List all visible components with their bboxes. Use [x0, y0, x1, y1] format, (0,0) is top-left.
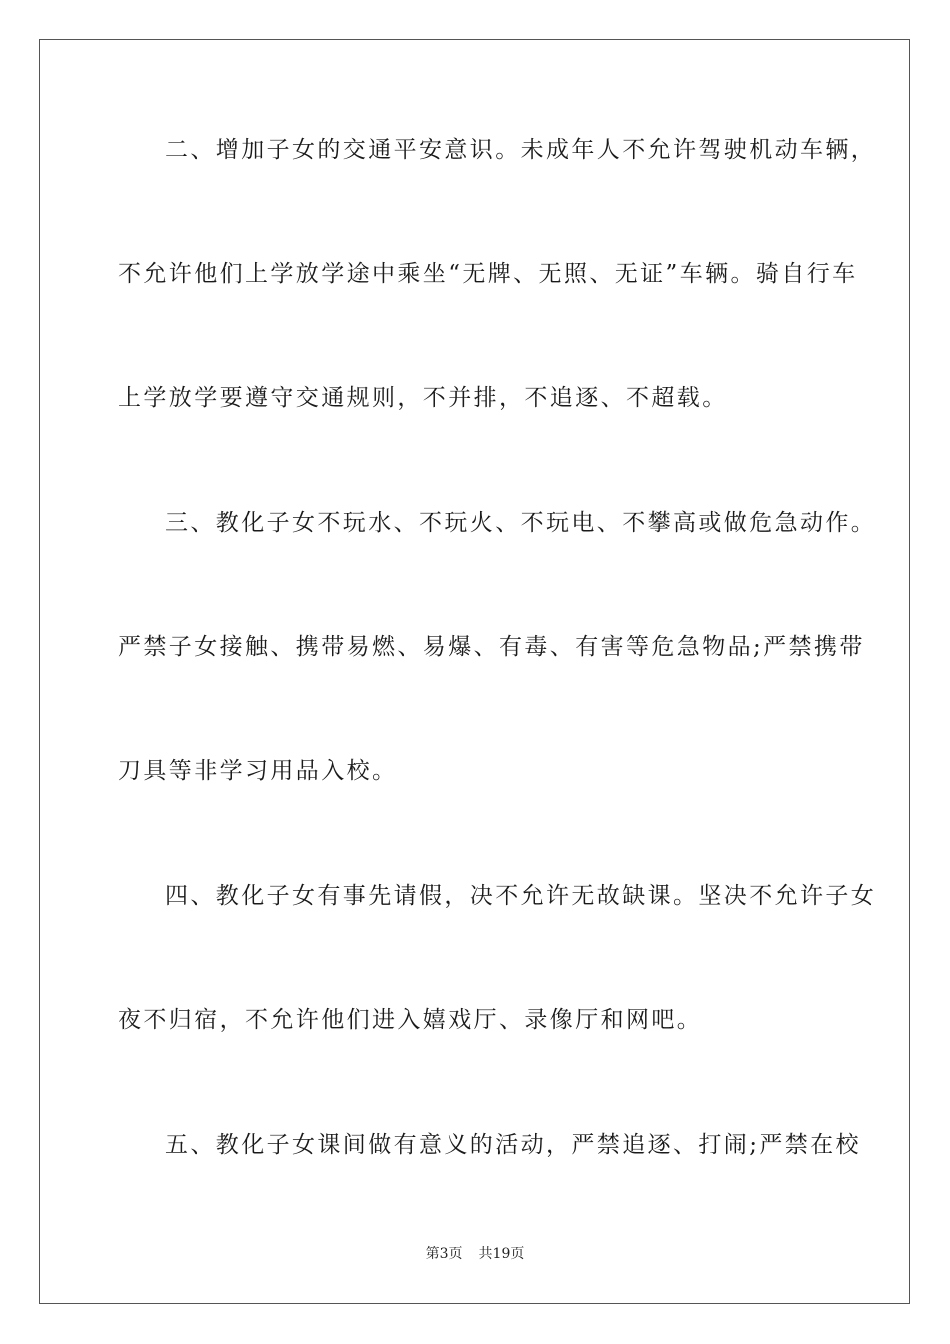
paragraph-5-line-1: 五、教化子女课间做有意义的活动，严禁追逐、打闹;严禁在校 [165, 1132, 861, 1158]
page-total: 共19页 [478, 1246, 525, 1262]
page-footer [0, 1244, 950, 1264]
paragraph-2-line-3: 上学放学要遵守交通规则，不并排，不追逐、不超载。 [118, 385, 728, 411]
paragraph-2-line-1: 二、增加子女的交通平安意识。未成年人不允许驾驶机动车辆， [165, 137, 877, 163]
paragraph-3-line-1: 三、教化子女不玩水、不玩火、不玩电、不攀高或做危急动作。 [165, 510, 877, 536]
page-number: 第3页 [425, 1246, 463, 1262]
page-border [39, 39, 910, 1304]
paragraph-3-line-3: 刀具等非学习用品入校。 [118, 758, 398, 784]
paragraph-4-line-1: 四、教化子女有事先请假，决不允许无故缺课。坚决不允许子女 [165, 883, 877, 909]
paragraph-2-line-2: 不允许他们上学放学途中乘坐“无牌、无照、无证”车辆。骑自行车 [118, 261, 858, 287]
paragraph-3-line-2: 严禁子女接触、携带易燃、易爆、有毒、有害等危急物品;严禁携带 [118, 634, 865, 660]
paragraph-4-line-2: 夜不归宿，不允许他们进入嬉戏厅、录像厅和网吧。 [118, 1007, 703, 1033]
